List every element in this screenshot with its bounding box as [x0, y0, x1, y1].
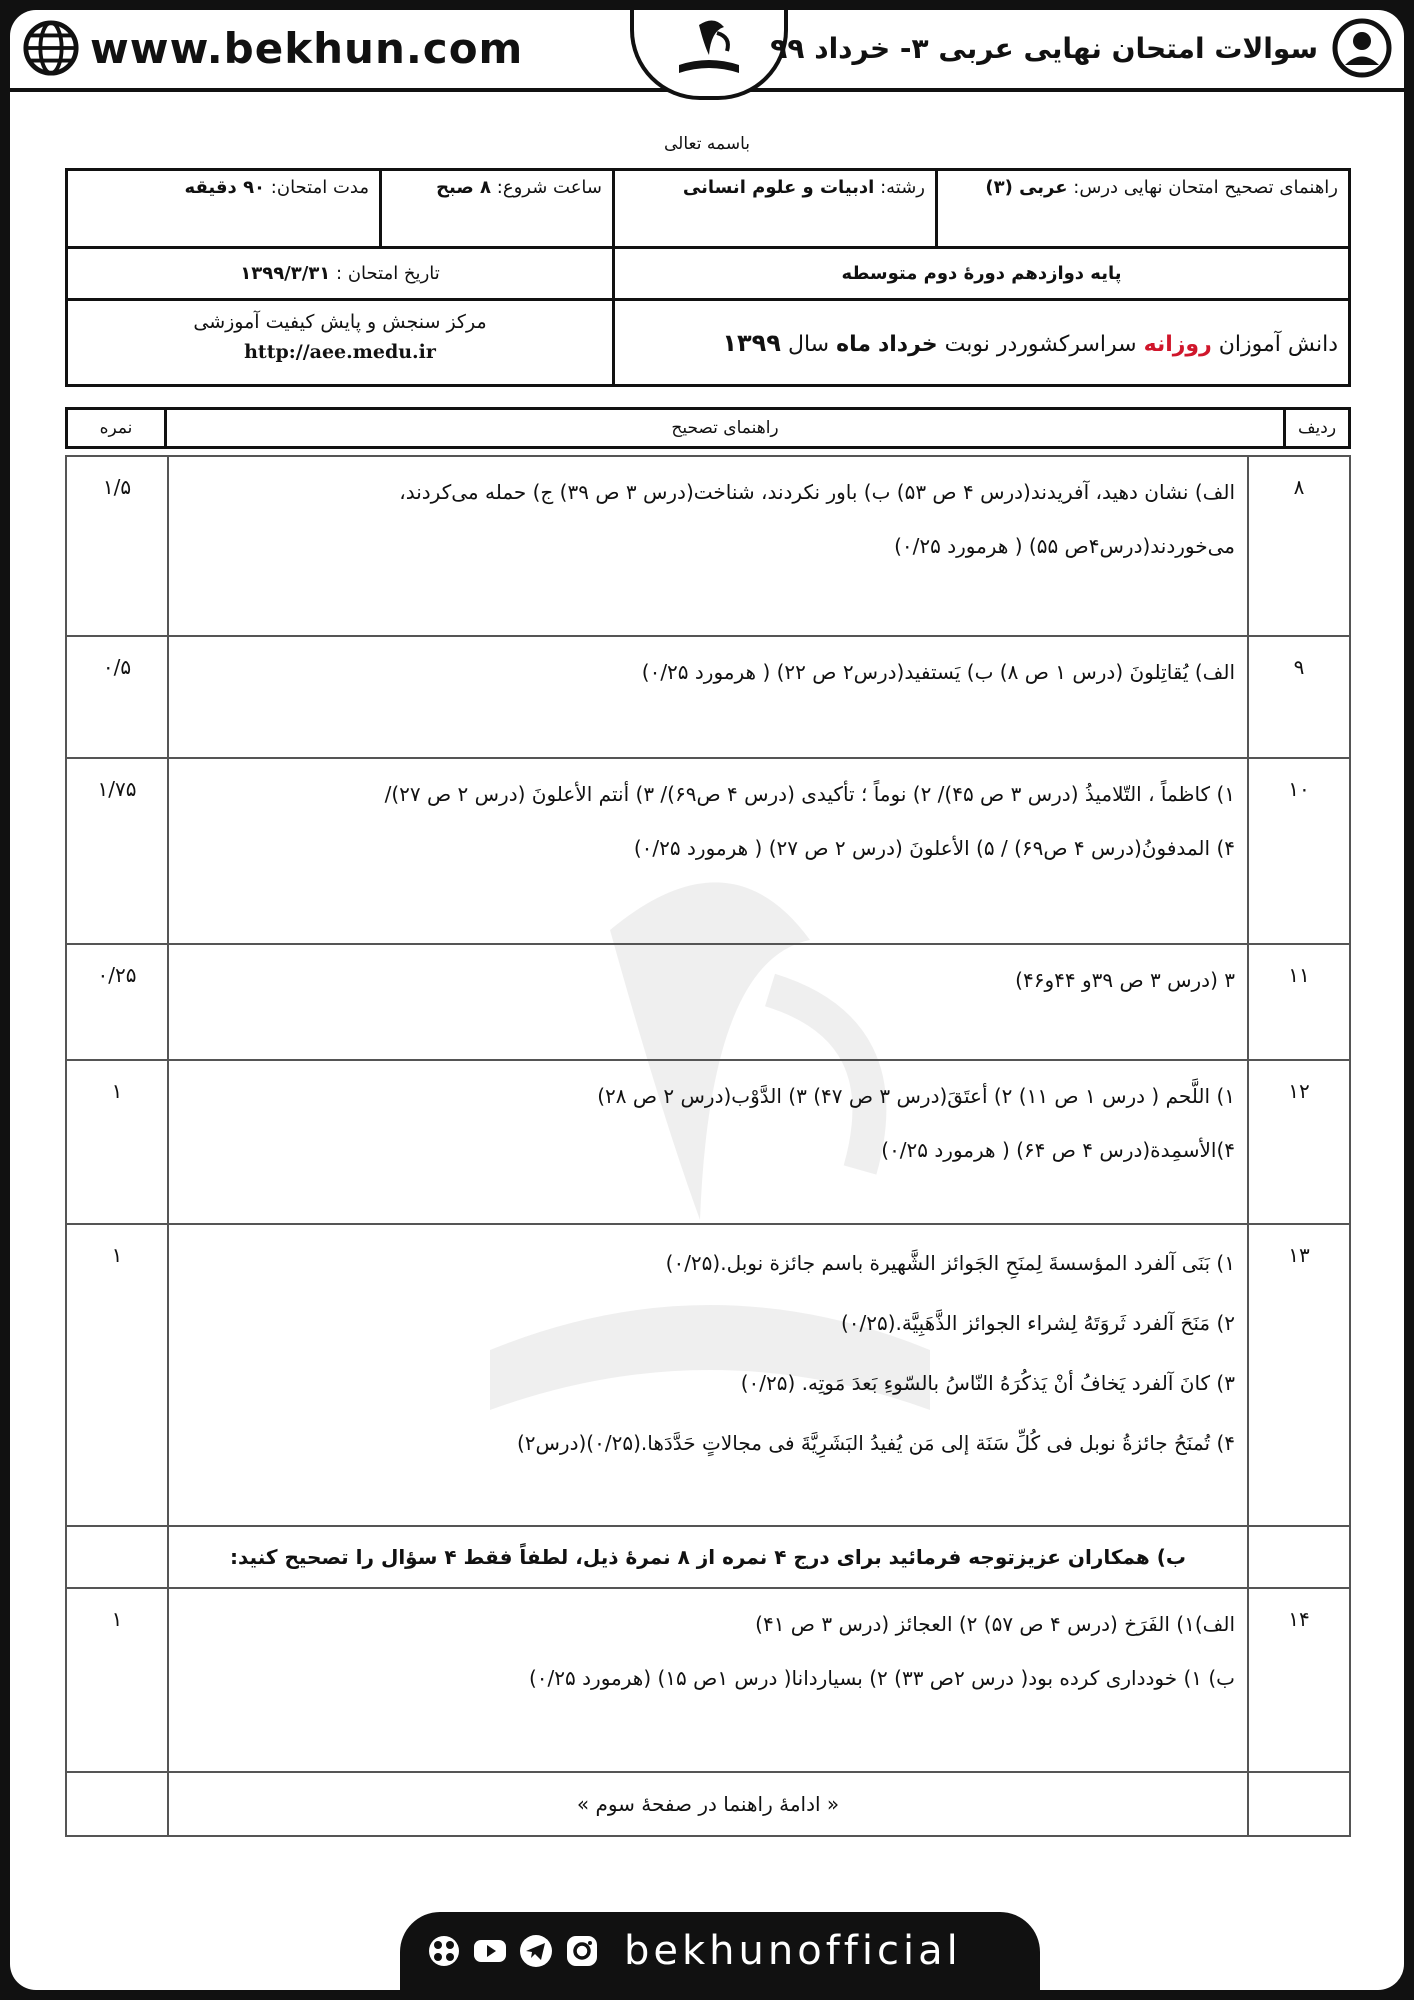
start-time: ۸ صبح — [436, 177, 492, 198]
field-cell: رشته: ادبیات و علوم انسانی — [614, 170, 937, 248]
duration-cell: مدت امتحان: ۹۰ دقیقه — [67, 170, 381, 248]
answer-text: الف)۱) الفَرَخ (درس ۴ ص ۵۷) ۲) العجائز (درس ۳ ص ۴۱) ب) ۱) خودداری کرده بود( درس ۲ص ۳۳) ۲) بسیاردانا( درس ۱ص ۱۵) (هرمورد ۰/۲۵) — [168, 1588, 1248, 1772]
grade: پایه دوازدهم دورهٔ دوم متوسطه — [614, 248, 1350, 300]
column-header — [65, 407, 1351, 449]
answer-text: ۱) اللَّحم ( درس ۱ ص ۱۱) ۲) أعتَقَ(درس ۳ ص ۴۷) ۳) الدَّوْب(درس ۲ ص ۲۸) ۴)الأسمِدة(درس ۴ ص ۶۴) ( هرمورد ۰/۲۵) — [168, 1060, 1248, 1224]
basmala: باسمه تعالی — [664, 134, 750, 154]
table-row — [66, 1224, 1350, 1526]
user-icon — [1332, 18, 1392, 78]
row-score: ۱/۷۵ — [66, 758, 168, 944]
field-name: ادبیات و علوم انسانی — [682, 177, 875, 198]
col-score: نمره — [67, 409, 166, 448]
center-name: مرکز سنجش و پایش کیفیت آموزشی — [193, 311, 487, 333]
center-url[interactable]: http://aee.medu.ir — [244, 341, 436, 363]
row-score: ۱/۵ — [66, 456, 168, 636]
row-number: ۱۱ — [1248, 944, 1350, 1060]
answer-text: ۱) کاظماً ، التّلامیذُ (درس ۳ ص ۴۵)/ ۲) نوماً ؛ تأکیدی (درس ۴ ص۶۹)/ ۳) أنتم الأعلونَ (درس ۲ ص ۲۷)/ ۴) المدفونُ(درس ۴ ص۶۹) / ۵) الأعلونَ (درس ۲ ص ۲۷) ( هرمورد ۰/۲۵) — [168, 758, 1248, 944]
duration: ۹۰ دقیقه — [184, 177, 266, 198]
date-cell: تاریخ امتحان : ۱۳۹۹/۳/۳۱ — [67, 248, 614, 300]
row-number: ۱۲ — [1248, 1060, 1350, 1224]
row-score: ۰/۵ — [66, 636, 168, 758]
col-guide: راهنمای تصحیح — [166, 409, 1285, 448]
row-score: ۰/۲۵ — [66, 944, 168, 1060]
top-bar — [10, 10, 1404, 92]
row-score: ۱ — [66, 1060, 168, 1224]
site-url: www.bekhun.com — [90, 23, 524, 73]
continuation-row — [66, 1772, 1350, 1836]
brand-logo — [630, 10, 788, 100]
exam-title: سوالات امتحان نهایی عربی ۳- خرداد ۹۹ — [770, 31, 1318, 65]
course-cell: راهنمای تصحیح امتحان نهایی درس: عربی (۳) — [937, 170, 1350, 248]
social-footer — [400, 1912, 1040, 1990]
row-score: ۱ — [66, 1224, 168, 1526]
row-number: ۱۴ — [1248, 1588, 1350, 1772]
center-cell — [67, 300, 614, 386]
course-name: عربی (۳) — [985, 177, 1068, 198]
grader-notice: ب) همکاران عزیزتوجه فرمائید برای درج ۴ نمره از ۸ نمرهٔ ذیل، لطفاً فقط ۴ سؤال را تصحیح کنید: — [168, 1526, 1248, 1588]
exam-title-area — [770, 18, 1392, 78]
globe-icon — [22, 19, 80, 77]
table-row — [66, 456, 1350, 636]
answer-text: ۱) بَنَى آلفرد المؤسسةَ لِمنَحِ الجَوائز الشَّهیرة باسم جائزة نوبل.(۰/۲۵) ۲) مَنَحَ آلفرد ثَروَتَهُ لِشراء الجوائز الذَّهَبِیَّة.(۰/۲۵) ۳) کانَ آلفرد یَخافُ أنْ یَذکُرَهُ النّاسُ بالسّوءِ بَعدَ مَوتِه. (۰/۲۵) ۴) تُمنَحُ جائزةُ نوبل فی کُلِّ سَنَة إلی مَن یُفیدُ البَشَرِیَّةَ فی مجالاتٍ حَدَّدَها.(۰/۲۵)(درس۲) — [168, 1224, 1248, 1526]
start-time-cell: ساعت شروع: ۸ صبح — [381, 170, 614, 248]
table-row — [66, 758, 1350, 944]
row-number: ۹ — [1248, 636, 1350, 758]
students-cell: دانش آموزان روزانه سراسرکشوردر نوبت خرداد ماه سال ۱۳۹۹ — [614, 300, 1350, 386]
youtube-icon[interactable] — [472, 1933, 508, 1969]
table-row — [66, 1060, 1350, 1224]
continuation-note: « ادامهٔ راهنما در صفحهٔ سوم » — [168, 1772, 1248, 1836]
answer-text: الف) نشان دهید، آفریدند(درس ۴ ص ۵۳) ب) باور نکردند، شناخت(درس ۳ ص ۳۹) ج) حمله می‌کردند، می‌خوردند(درس۴ص ۵۵) ( هرمورد ۰/۲۵) — [168, 456, 1248, 636]
table-row — [66, 636, 1350, 758]
social-handle[interactable]: bekhunofficial — [624, 1928, 962, 1974]
book-logo-icon — [669, 15, 749, 85]
answers-table — [65, 455, 1351, 1837]
instagram-icon[interactable] — [564, 1933, 600, 1969]
telegram-icon[interactable] — [518, 1933, 554, 1969]
row-score: ۱ — [66, 1588, 168, 1772]
exam-info-table — [65, 168, 1351, 387]
page-frame — [10, 10, 1404, 1990]
row-number: ۱۳ — [1248, 1224, 1350, 1526]
exam-date: ۱۳۹۹/۳/۳۱ — [240, 263, 331, 284]
notice-row — [66, 1526, 1350, 1588]
table-row — [66, 944, 1350, 1060]
answer-text: ۳ (درس ۳ ص ۳۹و ۴۴و۴۶) — [168, 944, 1248, 1060]
row-number: ۱۰ — [1248, 758, 1350, 944]
answer-text: الف) یُقاتِلونَ (درس ۱ ص ۸) ب) یَستفید(درس۲ ص ۲۲) ( هرمورد ۰/۲۵) — [168, 636, 1248, 758]
row-number: ۸ — [1248, 456, 1350, 636]
table-row — [66, 1588, 1350, 1772]
col-row: ردیف — [1285, 409, 1350, 448]
site-link[interactable] — [22, 18, 523, 78]
aparat-icon[interactable] — [426, 1933, 462, 1969]
